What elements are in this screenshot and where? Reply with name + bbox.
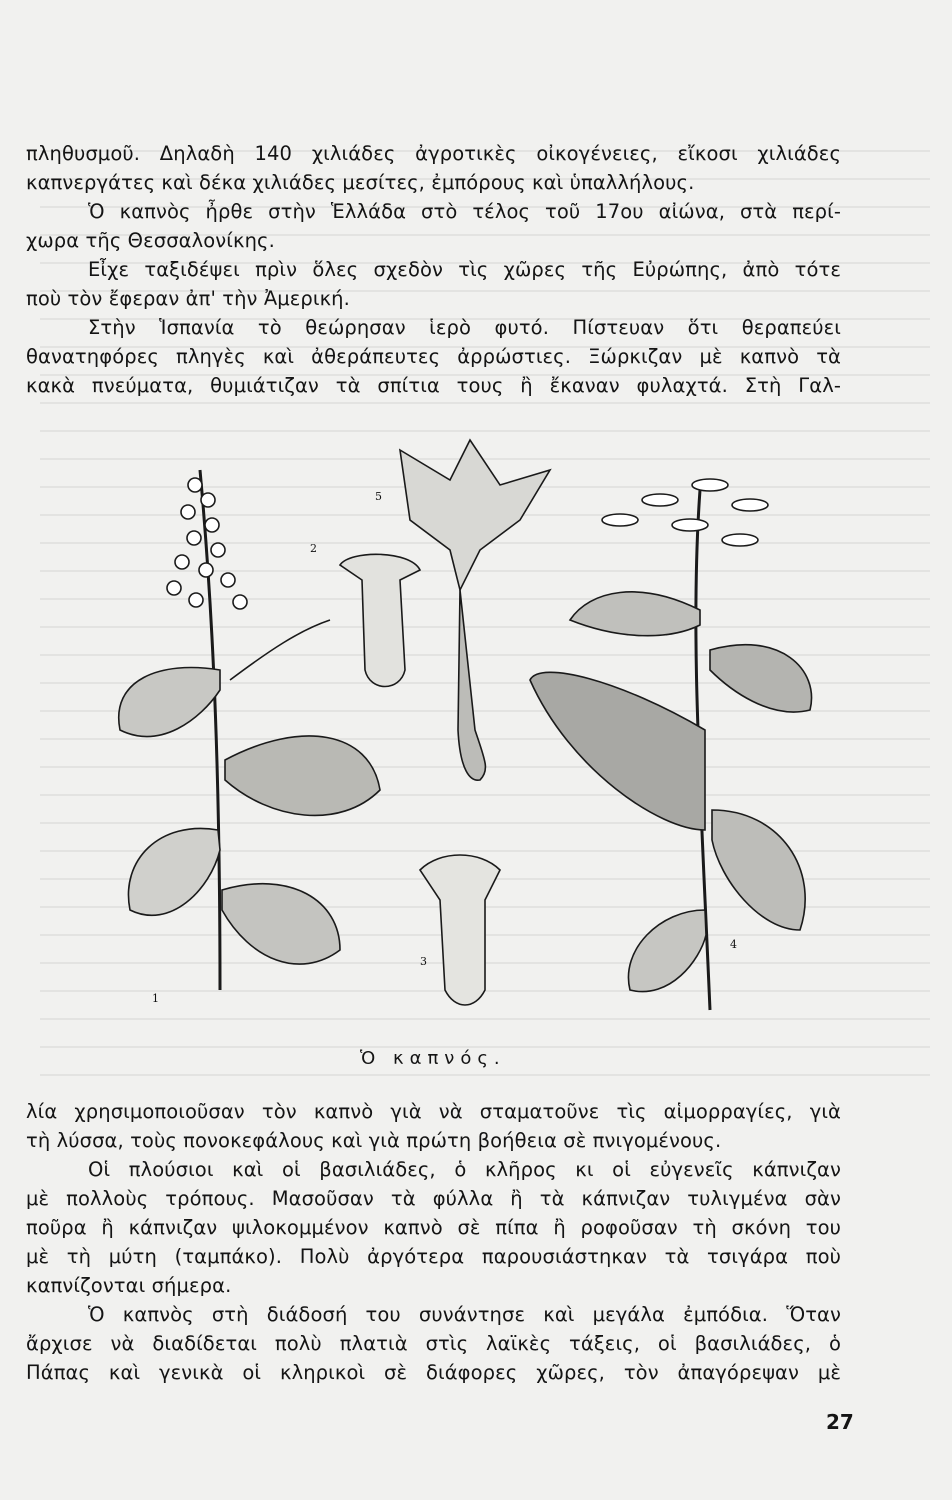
page-number: 27	[826, 1410, 854, 1434]
upper-paragraphs	[26, 139, 841, 400]
text-line: τὴ λύσσα, τοὺς πονοκεφάλους καὶ γιὰ πρώτη βοήθεια σὲ πνιγομένους.	[26, 1129, 722, 1152]
text-line: ποὺ τὸν ἔφεραν ἀπ' τὴν Ἀμερική.	[26, 287, 350, 310]
text-line: μὲ πολλοὺς τρόπους. Μασοῦσαν τὰ φύλλα ἢ τὰ κάπνιζαν τυλιγμένα σὰν	[26, 1187, 841, 1210]
figure-label-4: 4	[730, 938, 737, 951]
lower-paragraphs	[26, 1097, 841, 1387]
text-line: Πάπας καὶ γενικὰ οἱ κληρικοὶ σὲ διάφορες χῶρες, τὸν ἀπαγόρεψαν μὲ	[26, 1361, 841, 1384]
text-line: θανατηφόρες πληγὲς καὶ ἀθεράπευτες ἀρρώστιες. Ξώρκιζαν μὲ καπνὸ τὰ	[26, 345, 841, 368]
text-line: ἄρχισε νὰ διαδίδεται πολὺ πλατιὰ στὶς λαϊκὲς τάξεις, οἱ βασιλιάδες, ὁ	[26, 1332, 841, 1355]
figure-label-3: 3	[420, 955, 427, 968]
figure-label-2: 2	[310, 542, 317, 555]
text-line: πληθυσμοῦ. Δηλαδὴ 140 χιλιάδες ἀγροτικὲς οἰκογένειες, εἴκοσι χιλιάδες	[26, 142, 841, 165]
text-line: καπνεργάτες καὶ δέκα χιλιάδες μεσίτες, ἐμπόρους καὶ ὑπαλλήλους.	[26, 171, 695, 194]
figure-label-5: 5	[375, 490, 382, 503]
text-line: καπνίζονται σήμερα.	[26, 1274, 232, 1297]
text-line: χωρα τῆς Θεσσαλονίκης.	[26, 229, 275, 252]
text-line: ποῦρα ἢ κάπνιζαν ψιλοκομμένον καπνὸ σὲ πίπα ἢ ροφοῦσαν τὴ σκόνη του	[26, 1216, 841, 1239]
text-line: Στὴν Ἱσπανία τὸ θεώρησαν ἱερὸ φυτό. Πίστευαν ὅτι θεραπεύει	[88, 316, 841, 339]
text-line: Ὁ καπνὸς στὴ διάδοσή του συνάντησε καὶ μεγάλα ἐμπόδια. Ὅταν	[88, 1303, 841, 1326]
text-line: Ὁ καπνὸς ἦρθε στὴν Ἑλλάδα στὸ τέλος τοῦ 17ου αἰώνα, στὰ περί-	[88, 200, 841, 223]
figure-label-1: 1	[152, 992, 159, 1005]
text-line: Οἱ πλούσιοι καὶ οἱ βασιλιάδες, ὁ κλῆρος κι οἱ εὐγενεῖς κάπνιζαν	[88, 1158, 841, 1181]
text-line: λία χρησιμοποιοῦσαν τὸν καπνὸ γιὰ νὰ σταματοῦνε τὶς αἱμορραγίες, γιὰ	[26, 1100, 841, 1123]
text-line: Εἶχε ταξιδέψει πρὶν ὅλες σχεδὸν τὶς χῶρες τῆς Εὐρώπης, ἀπὸ τότε	[88, 258, 841, 281]
text-line: κακὰ πνεύματα, θυμιάτιζαν τὰ σπίτια τους ἢ ἔκαναν φυλαχτά. Στὴ Γαλ-	[26, 374, 841, 397]
text-line: μὲ τὴ μύτη (ταμπάκο). Πολὺ ἀργότερα παρουσιάστηκαν τὰ τσιγάρα ποὺ	[26, 1245, 841, 1268]
tobacco-plant-illustration	[100, 430, 860, 1060]
figure-caption: Ὁ καπνός.	[360, 1048, 506, 1069]
